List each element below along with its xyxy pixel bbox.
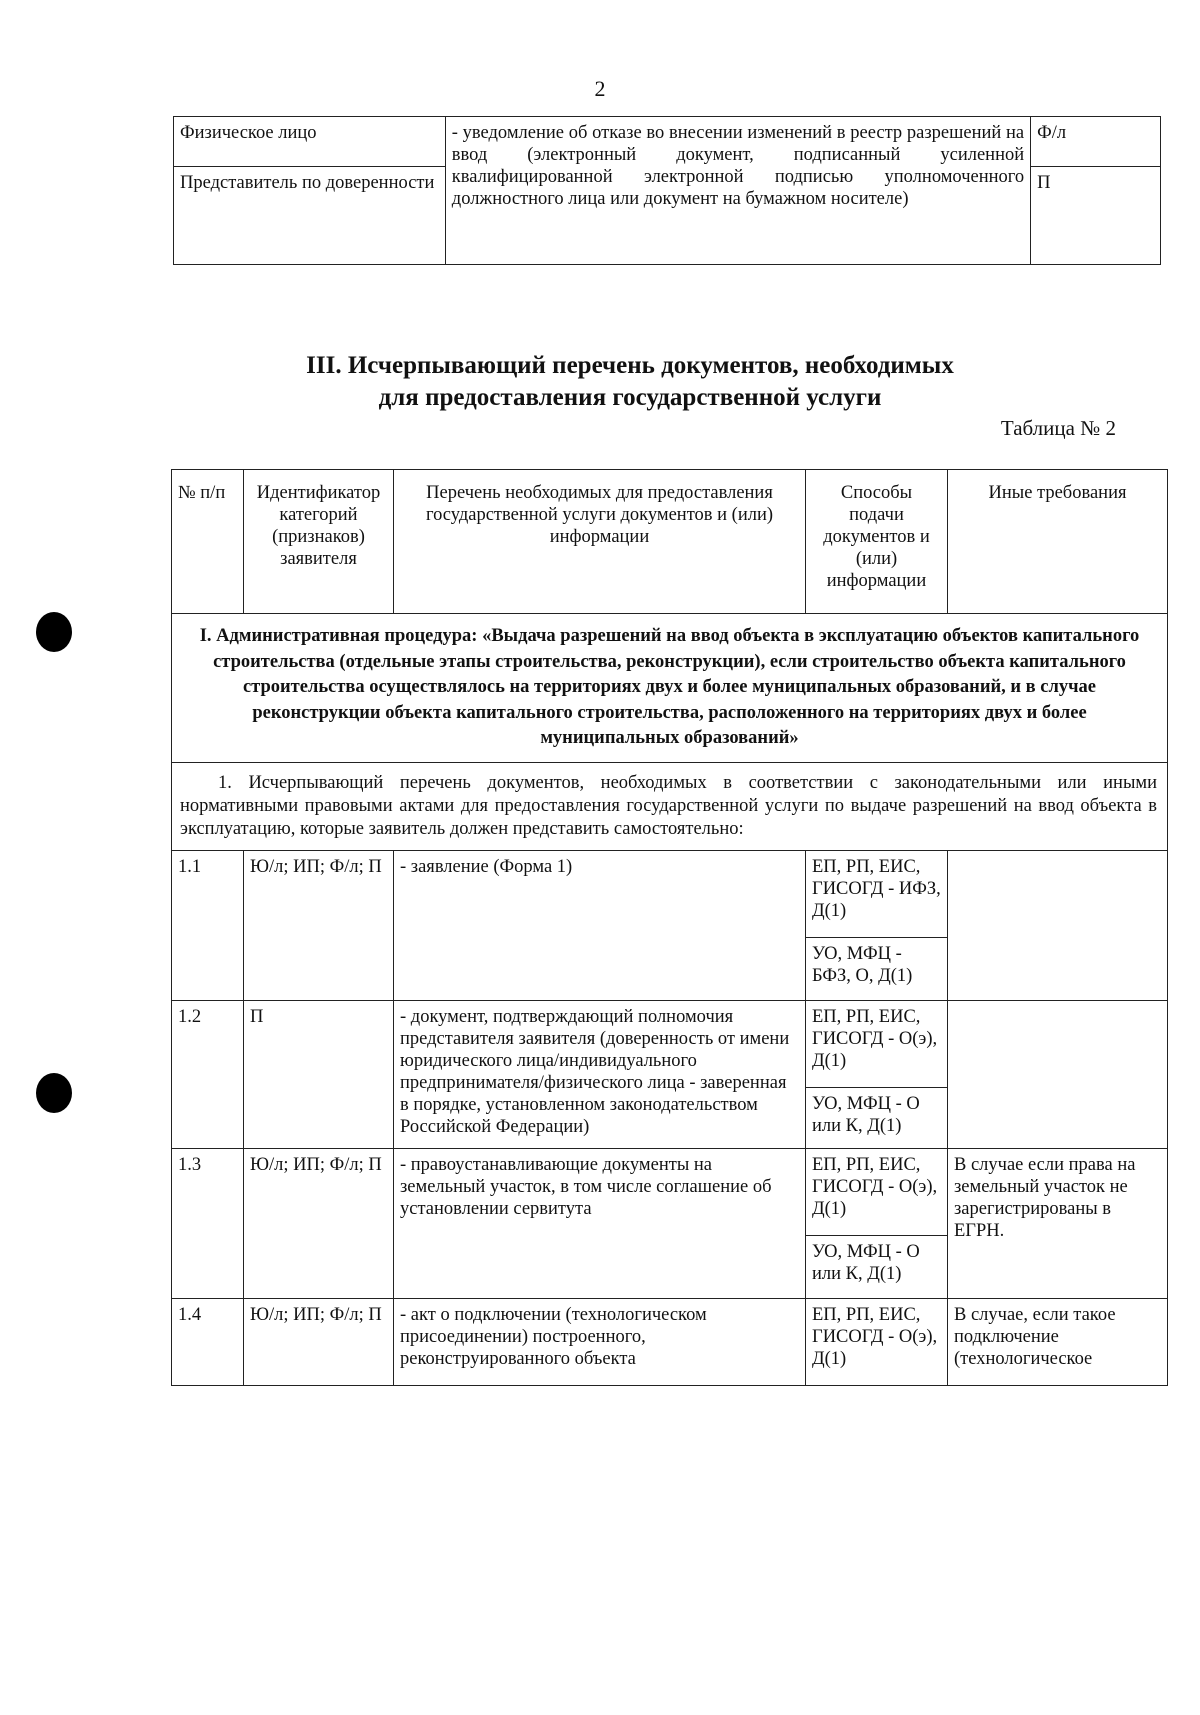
section-heading-line: для предоставления государственной услуги [378, 384, 882, 411]
row-document: - документ, подтверждающий полномочия представителя заявителя (доверенность от имени юридического лица/индивидуального предпринимателя/физического лица - заверенная в порядке, установленном законодательством Российской Федерации) [394, 1000, 806, 1148]
procedure-title: I. Административная процедура: «Выдача разрешений на ввод объекта в эксплуатацию объектов капитального строительства (отдельные этапы строительства, реконструкции), если строительство объекта капитального строительства осуществлялось на территориях двух и более муниципальных образований, и в случае реконструкции объекта капитального строительства, расположенного на территориях двух и более муниципальных образований» [172, 614, 1168, 763]
method-option: ЕП, РП, ЕИС, ГИСОГД - О(э), Д(1) [812, 1006, 938, 1071]
header-category: Идентификатор категорий (признаков) заявителя [244, 470, 394, 614]
row-methods [806, 1148, 948, 1298]
row-number: 1.4 [172, 1298, 244, 1385]
header-number: № п/п [172, 470, 244, 614]
documents-table [171, 469, 1168, 1386]
table-row [172, 1148, 1168, 1298]
table-row [172, 1000, 1168, 1148]
code-cell: Ф/л [1031, 117, 1161, 167]
row-document: - правоустанавливающие документы на земельный участок, в том числе соглашение об установлении сервитута [394, 1148, 806, 1298]
row-other [948, 850, 1168, 1000]
header-documents: Перечень необходимых для предоставления государственной услуги документов и (или) информации [394, 470, 806, 614]
method-option: ЕП, РП, ЕИС, ГИСОГД - О(э), Д(1) [812, 1304, 938, 1369]
row-category: Ю/л; ИП; Ф/л; П [244, 1298, 394, 1385]
method-option: УО, МФЦ - О или К, Д(1) [806, 1087, 947, 1142]
row-category: Ю/л; ИП; Ф/л; П [244, 850, 394, 1000]
header-methods: Способы подачи документов и (или) информации [806, 470, 948, 614]
method-option: ЕП, РП, ЕИС, ГИСОГД - О(э), Д(1) [812, 1154, 938, 1219]
row-category: П [244, 1000, 394, 1148]
row-document: - акт о подключении (технологическом присоединении) построенного, реконструированного объекта [394, 1298, 806, 1385]
category-cell: Представитель по доверенности [174, 167, 446, 265]
method-option: УО, МФЦ - БФЗ, О, Д(1) [806, 937, 947, 1000]
table-label: Таблица № 2 [1000, 416, 1116, 440]
row-methods [806, 1000, 948, 1148]
row-category: Ю/л; ИП; Ф/л; П [244, 1148, 394, 1298]
page-number: 2 [594, 76, 606, 101]
table-row [172, 1298, 1168, 1385]
table-row [172, 850, 1168, 1000]
code-cell: П [1031, 167, 1161, 265]
row-methods [806, 1298, 948, 1385]
row-methods [806, 850, 948, 1000]
intro-text: 1. Исчерпывающий перечень документов, необходимых в соответствии с законодательными или иными нормативными правовыми актами для предоставления государственной услуги по выдаче разрешений на ввод объекта в эксплуатацию, которые заявитель должен представить самостоятельно: [172, 762, 1168, 850]
row-number: 1.1 [172, 850, 244, 1000]
punch-hole [36, 612, 72, 652]
category-cell: Физическое лицо [174, 117, 446, 167]
top-table [173, 116, 1161, 265]
row-number: 1.3 [172, 1148, 244, 1298]
method-option: ЕП, РП, ЕИС, ГИСОГД - ИФЗ, Д(1) [812, 856, 941, 921]
row-other: В случае если права на земельный участок не зарегистрированы в ЕГРН. [948, 1148, 1168, 1298]
row-document: - заявление (Форма 1) [394, 850, 806, 1000]
section-heading [200, 350, 1060, 414]
method-option: УО, МФЦ - О или К, Д(1) [806, 1235, 947, 1298]
section-heading-line: III. Исчерпывающий перечень документов, необходимых [306, 352, 954, 379]
result-cell: - уведомление об отказе во внесении изменений в реестр разрешений на ввод (электронный документ, подписанный усиленной квалифицированной электронной подписью уполномоченного должностного лица или документ на бумажном носителе) [445, 117, 1030, 265]
header-other: Иные требования [948, 470, 1168, 614]
row-number: 1.2 [172, 1000, 244, 1148]
row-other: В случае, если такое подключение (технологическое [948, 1298, 1168, 1385]
row-other [948, 1000, 1168, 1148]
punch-hole [36, 1073, 72, 1113]
